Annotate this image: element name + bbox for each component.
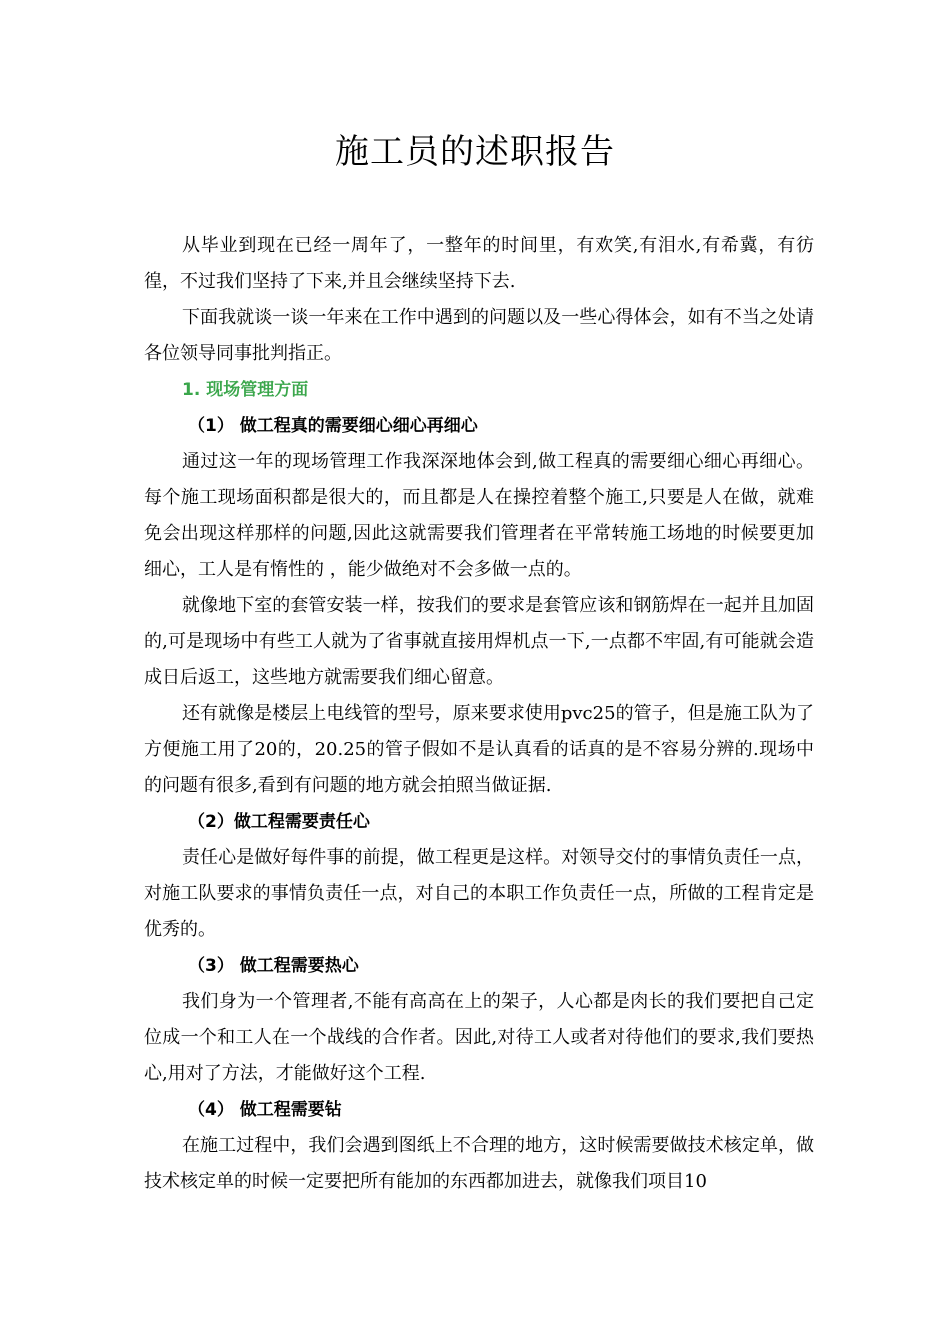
paragraph: 通过这一年的现场管理工作我深深地体会到,做工程真的需要细心细心再细心。每个施工现场面积都是很大的，而且都是人在操控着整个施工,只要是人在做，就难免会出现这样那样的问题,因此这就需要我们管理者在平常转施工场地的时候要更加细心，工人是有惰性的 ，能少做绝对不会多做一点的。 bbox=[144, 451, 814, 580]
paragraph: 在施工过程中，我们会遇到图纸上不合理的地方，这时候需要做技术核定单，做技术核定单的时候一定要把所有能加的东西都加进去，就像我们项目10 bbox=[144, 1135, 814, 1192]
document-title: 施工员的述职报告 bbox=[335, 132, 615, 172]
subsection-heading: （3） 做工程需要热心 bbox=[188, 956, 359, 976]
section-heading: 1. 现场管理方面 bbox=[182, 380, 309, 400]
paragraph: 责任心是做好每件事的前提，做工程更是这样。对领导交付的事情负责任一点，对施工队要求的事情负责任一点，对自己的本职工作负责任一点，所做的工程肯定是优秀的。 bbox=[144, 847, 814, 940]
document-body bbox=[144, 228, 814, 1200]
subsection-heading: （4） 做工程需要钻 bbox=[188, 1100, 342, 1120]
paragraph: 我们身为一个管理者,不能有高高在上的架子，人心都是肉长的我们要把自己定位成一个和工人在一个战线的合作者。因此,对待工人或者对待他们的要求,我们要热心,用对了方法，才能做好这个工程. bbox=[144, 991, 814, 1084]
paragraph: 从毕业到现在已经一周年了，一整年的时间里，有欢笑,有泪水,有希冀，有彷徨，不过我们坚持了下来,并且会继续坚持下去. bbox=[144, 235, 814, 292]
paragraph: 下面我就谈一谈一年来在工作中遇到的问题以及一些心得体会，如有不当之处请各位领导同事批判指正。 bbox=[144, 307, 814, 364]
subsection-heading: （1） 做工程真的需要细心细心再细心 bbox=[188, 416, 478, 436]
paragraph: 还有就像是楼层上电线管的型号，原来要求使用pvc25的管子，但是施工队为了方便施工用了20的，20.25的管子假如不是认真看的话真的是不容易分辨的.现场中的问题有很多,看到有问题的地方就会拍照当做证据. bbox=[144, 703, 814, 796]
paragraph: 就像地下室的套管安装一样，按我们的要求是套管应该和钢筋焊在一起并且加固的,可是现场中有些工人就为了省事就直接用焊机点一下,一点都不牢固,有可能就会造成日后返工，这些地方就需要我们细心留意。 bbox=[144, 595, 814, 688]
subsection-heading: （2）做工程需要责任心 bbox=[188, 812, 370, 832]
